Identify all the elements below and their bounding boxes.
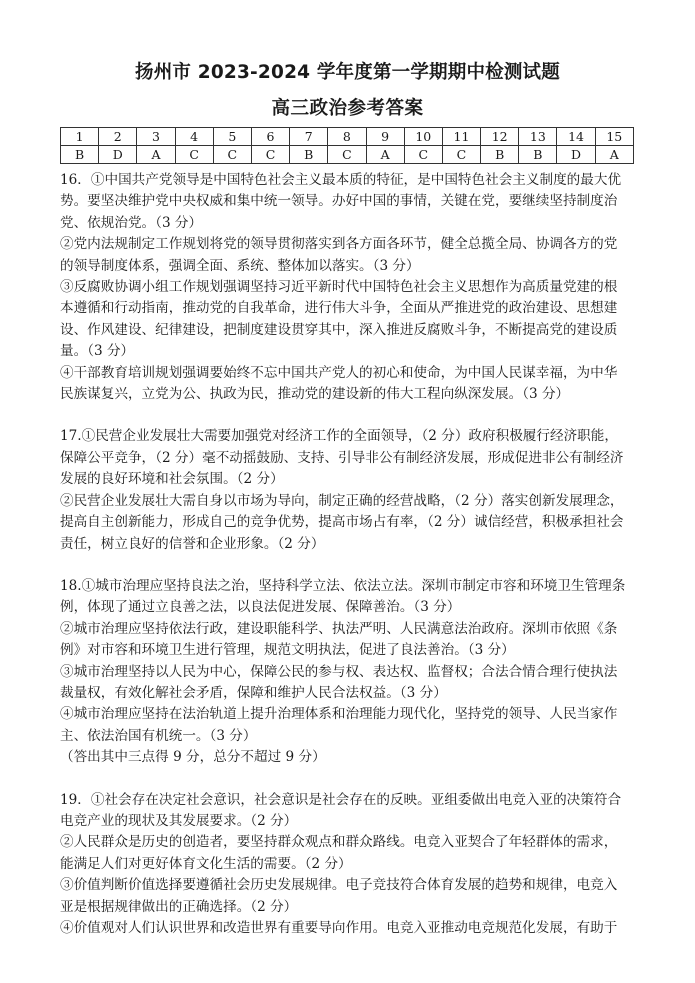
answer-choice-cell: A	[366, 146, 404, 164]
answer-text-line: 提高自主创新能力，形成自己的竞争优势，提高市场占有率，（2 分）诚信经营，积极承担社会	[60, 514, 624, 531]
question-number-cell: 7	[290, 128, 328, 146]
answer-choice-cell: B	[61, 146, 99, 164]
question-number-cell: 14	[557, 128, 595, 146]
answer-text-line: ④干部教育培训规划强调要始终不忘中国共产党人的初心和使命，为中国人民谋幸福，为中华	[60, 364, 618, 381]
answer-body	[60, 170, 638, 939]
answer-text-line: ②人民群众是历史的创造者，要坚持群众观点和群众路线。电竞入亚契合了年轻群体的需求，	[60, 834, 618, 851]
answer-table	[60, 127, 634, 164]
answer-choice-cell: A	[595, 146, 633, 164]
question-number-cell: 12	[481, 128, 519, 146]
answer-text-line: 裁量权，有效化解社会矛盾，保障和维护人民合法权益。（3 分）	[60, 684, 447, 701]
question-number-cell: 9	[366, 128, 404, 146]
answer-text-line: 发展的良好环境和社会氛围。（2 分）	[60, 471, 284, 488]
answer-text-line: 18.①城市治理应坚持良法之治，坚持科学立法、依法立法。深圳市制定市容和环境卫生管理条	[60, 577, 626, 594]
answer-choice-cell: A	[137, 146, 175, 164]
answer-text-line: ③价值判断价值选择要遵循社会历史发展规律。电子竞技符合体育发展的趋势和规律，电竞入	[60, 877, 618, 894]
answer-choice-cell: D	[557, 146, 595, 164]
answer-table-answer-row	[61, 146, 634, 164]
question-number-cell: 5	[213, 128, 251, 146]
document-title: 扬州市 2023-2024 学年度第一学期期中检测试题	[135, 62, 560, 83]
question-number-cell: 15	[595, 128, 633, 146]
question-number-cell: 2	[99, 128, 137, 146]
answer-text-line: 量。（3 分）	[60, 343, 135, 360]
answer-text-line: 例》对市容和环境卫生进行管理，规范文明执法，促进了良法善治。（3 分）	[60, 642, 515, 659]
question-number-cell: 13	[519, 128, 557, 146]
answer-text-line: 势。要坚决维护党中央权威和集中统一领导。办好中国的事情，关键在党，要继续坚持制度治	[60, 193, 618, 210]
answer-choice-cell: C	[442, 146, 480, 164]
answer-text-line: 本遵循和行动指南，推动党的自我革命，进行伟大斗争，全面从严推进党的政治建设、思想建	[60, 300, 618, 317]
question-number-cell: 3	[137, 128, 175, 146]
answer-text-line: 19．①社会存在决定社会意识，社会意识是社会存在的反映。亚组委做出电竞入亚的决策符合	[60, 791, 622, 808]
answer-text-line: （答出其中三点得 9 分，总分不超过 9 分）	[60, 749, 326, 766]
question-number-cell: 4	[175, 128, 213, 146]
paragraph-gap	[60, 405, 638, 426]
answer-text-line: ④价值观对人们认识世界和改造世界有重要导向作用。电竞入亚推动电竞规范化发展，有助于	[60, 920, 618, 936]
answer-choice-cell: C	[213, 146, 251, 164]
answer-text-line: ④城市治理应坚持在法治轨道上提升治理体系和治理能力现代化，坚持党的领导、人民当家作	[60, 706, 618, 723]
answer-choice-cell: B	[519, 146, 557, 164]
paragraph-gap	[60, 769, 638, 790]
answer-choice-cell: B	[290, 146, 328, 164]
answer-text-line: 能满足人们对更好体育文化生活的需要。（2 分）	[60, 855, 352, 872]
answer-text-line: 亚是根据规律做出的正确选择。（2 分）	[60, 898, 298, 915]
answer-choice-cell: D	[99, 146, 137, 164]
answer-choice-cell: C	[251, 146, 289, 164]
question-number-cell: 8	[328, 128, 366, 146]
answer-text-line: ②城市治理应坚持依法行政，建设职能科学、执法严明、人民满意法治政府。深圳市依照《条	[60, 620, 618, 637]
answer-choice-cell: C	[175, 146, 213, 164]
answer-choice-cell: C	[328, 146, 366, 164]
question-number-cell: 6	[251, 128, 289, 146]
answer-text-line: ③城市治理坚持以人民为中心，保障公民的参与权、表达权、监督权；合法合情合理行使执法	[60, 663, 618, 680]
answer-text-line: 党、依规治党。（3 分）	[60, 214, 203, 231]
answer-text-line: 电竞产业的现状及其发展要求。（2 分）	[60, 812, 298, 829]
question-number-cell: 10	[404, 128, 442, 146]
answer-text-line: 设、作风建设、纪律建设，把制度建设贯穿其中，深入推进反腐败斗争，不断提高党的建设质	[60, 321, 618, 338]
answer-text-line: 主、依法治国有机统一。（3 分）	[60, 727, 257, 744]
answer-text-line: ②民营企业发展壮大需自身以市场为导向，制定正确的经营战略，（2 分）落实创新发展理念，	[60, 492, 624, 509]
answer-text-line: 例，体现了通过立良善之法，以良法促进发展、保障善治。（3 分）	[60, 599, 461, 616]
answer-choice-cell: C	[404, 146, 442, 164]
answer-text-line: 16．①中国共产党领导是中国特色社会主义最本质的特征，是中国特色社会主义制度的最大优	[60, 172, 622, 188]
question-number-cell: 1	[61, 128, 99, 146]
answer-text-line: 民族谋复兴，立党为公、执政为民，推动党的建设新的伟大工程向纵深发展。（3 分）	[60, 386, 570, 403]
document-subtitle: 高三政治参考答案	[271, 98, 424, 119]
answer-text-line: 的领导制度体系，强调全面、系统、整体加以落实。（3 分）	[60, 257, 420, 274]
answer-choice-cell: B	[481, 146, 519, 164]
answer-table-number-row	[61, 128, 634, 146]
answer-text-line: 保障公平竞争，（2 分）毫不动摇鼓励、支持、引导非公有制经济发展，形成促进非公有制经济	[60, 449, 624, 466]
answer-text-line: ②党内法规制定工作规划将党的领导贯彻落实到各方面各环节，健全总揽全局、协调各方的党	[60, 236, 618, 253]
answer-text-line: 17.①民营企业发展壮大需要加强党对经济工作的全面领导，（2 分）政府积极履行经济职能，	[60, 428, 618, 445]
answer-text-line: ③反腐败协调小组工作规划强调坚持习近平新时代中国特色社会主义思想作为高质量党建的根	[60, 279, 618, 296]
answer-text-line: 责任，树立良好的信誉和企业形象。（2 分）	[60, 535, 325, 552]
paragraph-gap	[60, 555, 638, 576]
question-number-cell: 11	[442, 128, 480, 146]
